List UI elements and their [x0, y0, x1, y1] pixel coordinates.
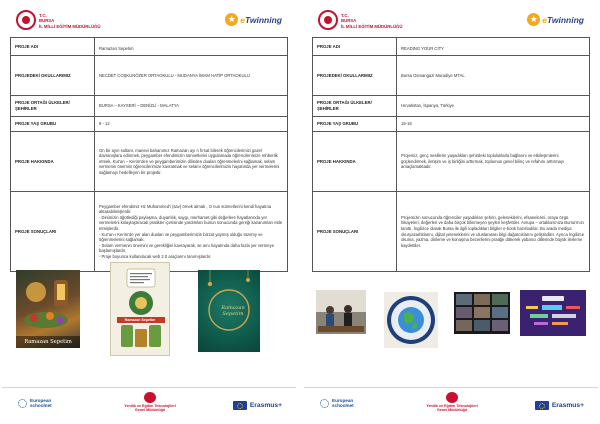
etwinning-name: Twinning: [245, 14, 282, 25]
photo-caption: Ramazan Sepetim: [221, 305, 245, 317]
schoolnet-icon: [18, 399, 27, 408]
row-value: NECDET COŞKUNÖZER ORTAOKULU - MUDANYA İMAM HATİP ORTAOKULU: [95, 56, 288, 96]
footer-divider: [304, 387, 598, 388]
meb-line: T.C.: [39, 13, 47, 18]
project-photo: [198, 270, 260, 352]
row-value: Projemizin sonucunda öğrenciler yaşadıkları şehrin, geleneklerini, efsanelerini, oraya özgü hikayeleri, değerleri ve daha birçok bilinmeyen şeyleri keşfettiler. Avrupa – ortaklarımıza Bursa'mızı tanıttı. İngilizce olarak Bursa ile ilgili topladıkları bilgiler e-book hazırladılar. Bu arada mediya okuryazarlıklarını, dijital yeteneklerini ve uluslararası bilgi dağarcıklarını geliştirdiler. Ayrıca İngilizce okuma, yazma, dinleme ve konuşma becerilerini pratiğe dökerek yabancı dillerinde büyük ilerleme kaydettiler.: [397, 192, 590, 272]
esn-line: schoolnet: [30, 403, 52, 409]
page-footer: [10, 392, 288, 420]
meb-logo-text: [39, 13, 129, 29]
meb-line: İL MİLLİ EĞİTİM MÜDÜRLÜĞÜ: [341, 23, 403, 29]
yegitek-mark-icon: [144, 392, 156, 403]
word-cloud-screen: [520, 290, 586, 336]
page-header: [10, 8, 288, 32]
project-photo: [520, 290, 586, 336]
row-value: Bursa Osmangazi Muradiye MTAL: [397, 56, 590, 96]
table-row: [313, 56, 590, 96]
project-photo: [316, 290, 366, 334]
erasmus-logo: [535, 401, 584, 410]
schoolnet-icon: [320, 399, 329, 408]
esn-line: European: [332, 398, 354, 403]
project-photo: [454, 292, 510, 334]
table-row: [313, 38, 590, 56]
yegitek-logo: [118, 392, 182, 413]
row-key: PROJEDEKİ OKULLARIMIZ: [11, 56, 95, 96]
table-row: [313, 192, 590, 272]
table-row: [11, 56, 288, 96]
project-photo: [110, 262, 170, 356]
etwinning-star-icon: ★: [527, 13, 540, 26]
meb-line: BURSA: [341, 18, 357, 24]
erasmus-text: Erasmus+: [249, 402, 282, 409]
erasmus-text: Erasmus+: [551, 402, 584, 409]
row-key: PROJE YAŞ GRUBU: [313, 117, 397, 132]
yegitek-line: Genel Müdürlüğü: [134, 408, 166, 413]
yegitek-text: [420, 404, 484, 413]
european-schoolnet-logo: [320, 398, 354, 409]
etwinning-prefix: e: [542, 14, 548, 25]
row-key: PROJE SONUÇLARI: [313, 192, 397, 272]
classroom-photo: [316, 290, 366, 334]
row-key: PROJE ADI: [11, 38, 95, 56]
footer-divider: [2, 387, 296, 388]
page-header: [312, 8, 590, 32]
yegitek-logo: [420, 392, 484, 413]
row-key: PROJE HAKKINDA: [313, 132, 397, 192]
table-row: [11, 96, 288, 117]
yegitek-line: Genel Müdürlüğü: [436, 408, 468, 413]
project-info-table: [10, 37, 288, 272]
etwinning-logo: [225, 13, 282, 26]
eu-flag-icon: [233, 401, 247, 410]
row-key: PROJE ORTAĞI ÜLKELER/ŞEHİRLER: [313, 96, 397, 117]
photo-caption: Ramazan Sepetim: [124, 318, 156, 322]
european-schoolnet-logo: [18, 398, 52, 409]
table-row: [313, 96, 590, 117]
erasmus-logo: [233, 401, 282, 410]
row-value: Peygamber efendimiz Hz Muhammed'i (sav) örnek almak , O nun sünnetlerini kendi hayatına aktarabilmişlerdir. - Dinimizin öğütlediği paylaşma, duyarlılık, saygı, merhamet gibi değerlere hayatlarında yer vermelerini kolaylaştıracak pratikler içerisinde yardımları bunun sonucunda gereği kazanımları elde etmişlerdir. - Kur'an-ı Kerim'de yer alan duaları ve peygamberimizin bizzat yaymış olduğu tüzemy ve öğrenmelerini sağlamak. - Selam vermenin önemini ve gerekliğini kavrayarak, se amı hayatında daha fazla yer vermeye başlamışlardır. - Proje boyunca kullanılacak web 2.0 araçlarını tanımışlardır.: [95, 192, 288, 272]
meb-line: BURSA: [39, 18, 55, 24]
yegitek-mark-icon: [446, 392, 458, 403]
schoolnet-text: [332, 398, 354, 409]
yegitek-text: [118, 404, 182, 413]
esn-line: European: [30, 398, 52, 403]
row-key: PROJE ORTAĞI ÜLKELER/ŞEHİRLER: [11, 96, 95, 117]
etwinning-star-icon: ★: [225, 13, 238, 26]
video-call-screen: [454, 292, 510, 334]
etwinning-prefix: e: [240, 14, 246, 25]
etwinning-logo: [527, 13, 584, 26]
row-key: PROJE HAKKINDA: [11, 132, 95, 192]
schoolnet-text: [30, 398, 52, 409]
meb-logo-icon: [318, 10, 338, 30]
row-key: PROJE ADI: [313, 38, 397, 56]
row-value: READING YOUR CITY: [397, 38, 590, 56]
project-photo: [384, 292, 438, 348]
row-value: 9 - 12: [95, 117, 288, 132]
table-row: [11, 192, 288, 272]
etwinning-text: [240, 15, 282, 25]
page-footer: [312, 392, 590, 420]
row-key: PROJEDEKİ OKULLARIMIZ: [313, 56, 397, 96]
table-row: [11, 132, 288, 192]
row-value: 15-18: [397, 117, 590, 132]
row-key: PROJE YAŞ GRUBU: [11, 117, 95, 132]
meb-logo-icon: [16, 10, 36, 30]
table-row: [313, 117, 590, 132]
row-key: PROJE SONUÇLARI: [11, 192, 95, 272]
etwinning-text: [542, 15, 584, 25]
project-photo: [16, 270, 80, 348]
row-value: On bir ayın sultanı, manevi bahanımız Ramazan ayı n fırsat bilerek öğrencilerimizi gazel davranışlara edinmek, peygamber efendimizin sünnetlerini uygulamada öğrencilerimize rehberlik etmek, Kur'an – Kerim'den ve peygamberimizin dilinden duaları öğrenmelerini sağlamak, selam vermenin önemini öğrencilerimize kavratmak ve selamı öğrencilerimizin hayatında yer vermelerini sağlamayı hedefleyen bir projedir.: [95, 132, 288, 192]
photo-caption: Ramazan Sepetim: [16, 336, 80, 348]
meb-line: T.C.: [341, 13, 349, 18]
left-page: [2, 0, 296, 424]
eu-flag-icon: [535, 401, 549, 410]
meb-line: İL MİLLİ EĞİTİM MÜDÜRLÜĞÜ: [39, 23, 101, 29]
yegitek-line: Yenilik ve Eğitim Teknolojileri: [124, 404, 176, 408]
table-row: [11, 117, 288, 132]
table-row: [313, 132, 590, 192]
yegitek-line: Yenilik ve Eğitim Teknolojileri: [426, 404, 478, 408]
etwinning-name: Twinning: [547, 14, 584, 25]
table-row: [11, 38, 288, 56]
row-value: BURSA – KAYSERİ – DENİZLİ - MALATYA: [95, 96, 288, 117]
meb-logo-text: [341, 13, 431, 29]
row-value: Projemiz, genç nesillerin yaşadıkları şehirdeki topluluklarla bağlarını ve etkileşimlerini güçlendirmek, iletişim ve iş birliğini arttırmak, toplumun genel bilinç ve refahını arttırmayı amaçlamaktadır.: [397, 132, 590, 192]
ramadan-poster-icon: [111, 263, 170, 356]
row-value: Ramazan Sepetim: [95, 38, 288, 56]
row-value: Hırvatistan, İspanya, Türkiye: [397, 96, 590, 117]
esn-line: schoolnet: [332, 403, 354, 409]
globe-plate-photo: [384, 292, 438, 348]
right-page: [304, 0, 598, 424]
project-info-table: [312, 37, 590, 272]
